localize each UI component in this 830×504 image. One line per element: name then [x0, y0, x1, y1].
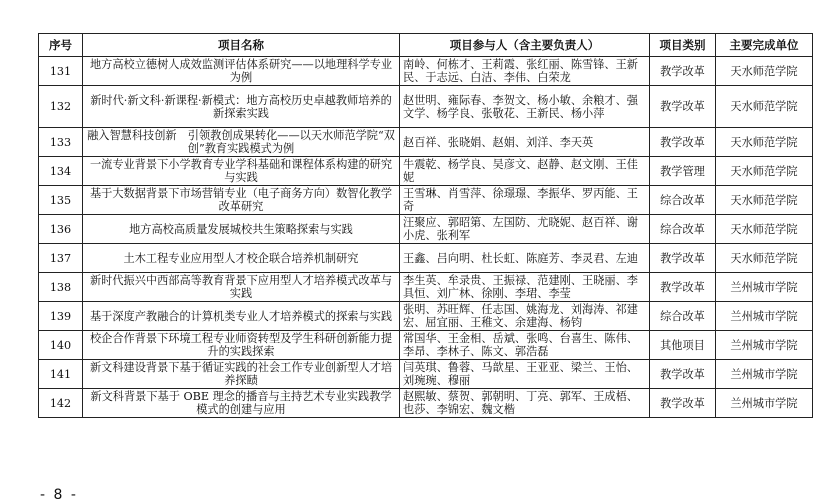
- table-row: [39, 389, 813, 418]
- cell-unit: 兰州城市学院: [716, 360, 813, 389]
- cell-unit: 天水师范学院: [716, 86, 813, 128]
- cell-unit: 天水师范学院: [716, 244, 813, 273]
- table-row: [39, 57, 813, 86]
- cell-people: 常国华、王金相、岳斌、张鸣、台喜生、陈伟、李昂、李林子、陈文、郭浩磊: [400, 331, 650, 360]
- table-row: [39, 244, 813, 273]
- cell-unit: 兰州城市学院: [716, 389, 813, 418]
- header-people: 项目参与人（含主要负责人）: [400, 34, 650, 57]
- cell-people: 李生英、牟录贵、王振禄、范建刚、王晓丽、李具恒、刘广林、徐刚、李珺、李莹: [400, 273, 650, 302]
- table-row: [39, 273, 813, 302]
- cell-no: 136: [39, 215, 83, 244]
- cell-no: 137: [39, 244, 83, 273]
- cell-no: 140: [39, 331, 83, 360]
- cell-name: 地方高校立德树人成效监测评估体系研究——以地理科学专业为例: [83, 57, 400, 86]
- cell-people: 赵百祥、张晓娟、赵娟、刘洋、李天英: [400, 128, 650, 157]
- header-name: 项目名称: [83, 34, 400, 57]
- cell-no: 131: [39, 57, 83, 86]
- cell-name: 新文科背景下基于 OBE 理念的播音与主持艺术专业实践教学模式的创建与应用: [83, 389, 400, 418]
- cell-name: 基于深度产教融合的计算机类专业人才培养模式的探索与实践: [83, 302, 400, 331]
- table-row: [39, 128, 813, 157]
- table-header-row: [39, 34, 813, 57]
- cell-people: 赵世明、雍际春、李贺文、杨小敏、余粮才、强文学、杨学良、张敬花、王新民、杨小萍: [400, 86, 650, 128]
- cell-no: 139: [39, 302, 83, 331]
- cell-unit: 天水师范学院: [716, 57, 813, 86]
- cell-type: 教学改革: [650, 389, 716, 418]
- cell-type: 教学改革: [650, 57, 716, 86]
- cell-no: 142: [39, 389, 83, 418]
- cell-type: 教学管理: [650, 157, 716, 186]
- cell-type: 综合改革: [650, 215, 716, 244]
- cell-name: 融入智慧科技创新 引领教创成果转化——以天水师范学院“双创”教育实践模式为例: [83, 128, 400, 157]
- cell-no: 141: [39, 360, 83, 389]
- cell-name: 基于大数据背景下市场营销专业（电子商务方向）数智化教学改革研究: [83, 186, 400, 215]
- cell-no: 138: [39, 273, 83, 302]
- cell-name: 一流专业背景下小学教育专业学科基础和课程体系构建的研究与实践: [83, 157, 400, 186]
- cell-people: 南岭、何栋才、王莉霞、张红丽、陈雪锋、王新民、于志远、白洁、李伟、白荣龙: [400, 57, 650, 86]
- cell-people: 赵熙敏、蔡贺、郭朝明、丁亮、郭军、王成梧、也莎、李锦宏、魏文楷: [400, 389, 650, 418]
- cell-people: 王雪琳、肖雪萍、徐璟璟、李振华、罗丙能、王奇: [400, 186, 650, 215]
- cell-unit: 兰州城市学院: [716, 273, 813, 302]
- cell-name: 新文科建设背景下基于循证实践的社会工作专业创新型人才培养探赜: [83, 360, 400, 389]
- table-row: [39, 86, 813, 128]
- table-row: [39, 215, 813, 244]
- cell-type: 综合改革: [650, 302, 716, 331]
- cell-unit: 天水师范学院: [716, 128, 813, 157]
- cell-type: 教学改革: [650, 128, 716, 157]
- table-row: [39, 157, 813, 186]
- table-row: [39, 360, 813, 389]
- cell-type: 教学改革: [650, 360, 716, 389]
- cell-no: 135: [39, 186, 83, 215]
- header-unit: 主要完成单位: [716, 34, 813, 57]
- cell-type: 教学改革: [650, 244, 716, 273]
- cell-unit: 天水师范学院: [716, 157, 813, 186]
- cell-people: 牛震乾、杨学良、吴彦文、赵静、赵文刚、王佳妮: [400, 157, 650, 186]
- table-row: [39, 186, 813, 215]
- cell-type: 其他项目: [650, 331, 716, 360]
- cell-no: 132: [39, 86, 83, 128]
- table-row: [39, 331, 813, 360]
- cell-name: 校企合作背景下环境工程专业师资转型及学生科研创新能力提升的实践探索: [83, 331, 400, 360]
- cell-type: 教学改革: [650, 273, 716, 302]
- cell-people: 闫英琪、鲁蓉、马歆星、王亚亚、梁兰、王怡、刘琬琬、穆丽: [400, 360, 650, 389]
- table-row: [39, 302, 813, 331]
- cell-unit: 天水师范学院: [716, 186, 813, 215]
- cell-unit: 兰州城市学院: [716, 331, 813, 360]
- page-number: - 8 -: [40, 487, 78, 503]
- cell-unit: 兰州城市学院: [716, 302, 813, 331]
- cell-name: 新时代·新文科·新课程·新模式：地方高校历史卓越教师培养的新探索实践: [83, 86, 400, 128]
- header-type: 项目类别: [650, 34, 716, 57]
- cell-type: 综合改革: [650, 186, 716, 215]
- cell-people: 王鑫、吕向明、杜长虹、陈庭芳、李灵君、左迪: [400, 244, 650, 273]
- project-table: [38, 33, 813, 418]
- cell-no: 133: [39, 128, 83, 157]
- header-no: 序号: [39, 34, 83, 57]
- cell-no: 134: [39, 157, 83, 186]
- cell-people: 张明、苏旺辉、任志国、姚海龙、刘海涛、祁建宏、屈宜丽、王稚文、余建海、杨钧: [400, 302, 650, 331]
- cell-unit: 天水师范学院: [716, 215, 813, 244]
- cell-name: 新时代振兴中西部高等教育背景下应用型人才培养模式改革与实践: [83, 273, 400, 302]
- cell-type: 教学改革: [650, 86, 716, 128]
- cell-people: 汪聚应、郭昭第、左国防、尤晓妮、赵百祥、谢小虎、张利军: [400, 215, 650, 244]
- cell-name: 地方高校高质量发展城校共生策略探索与实践: [83, 215, 400, 244]
- cell-name: 土木工程专业应用型人才校企联合培养机制研究: [83, 244, 400, 273]
